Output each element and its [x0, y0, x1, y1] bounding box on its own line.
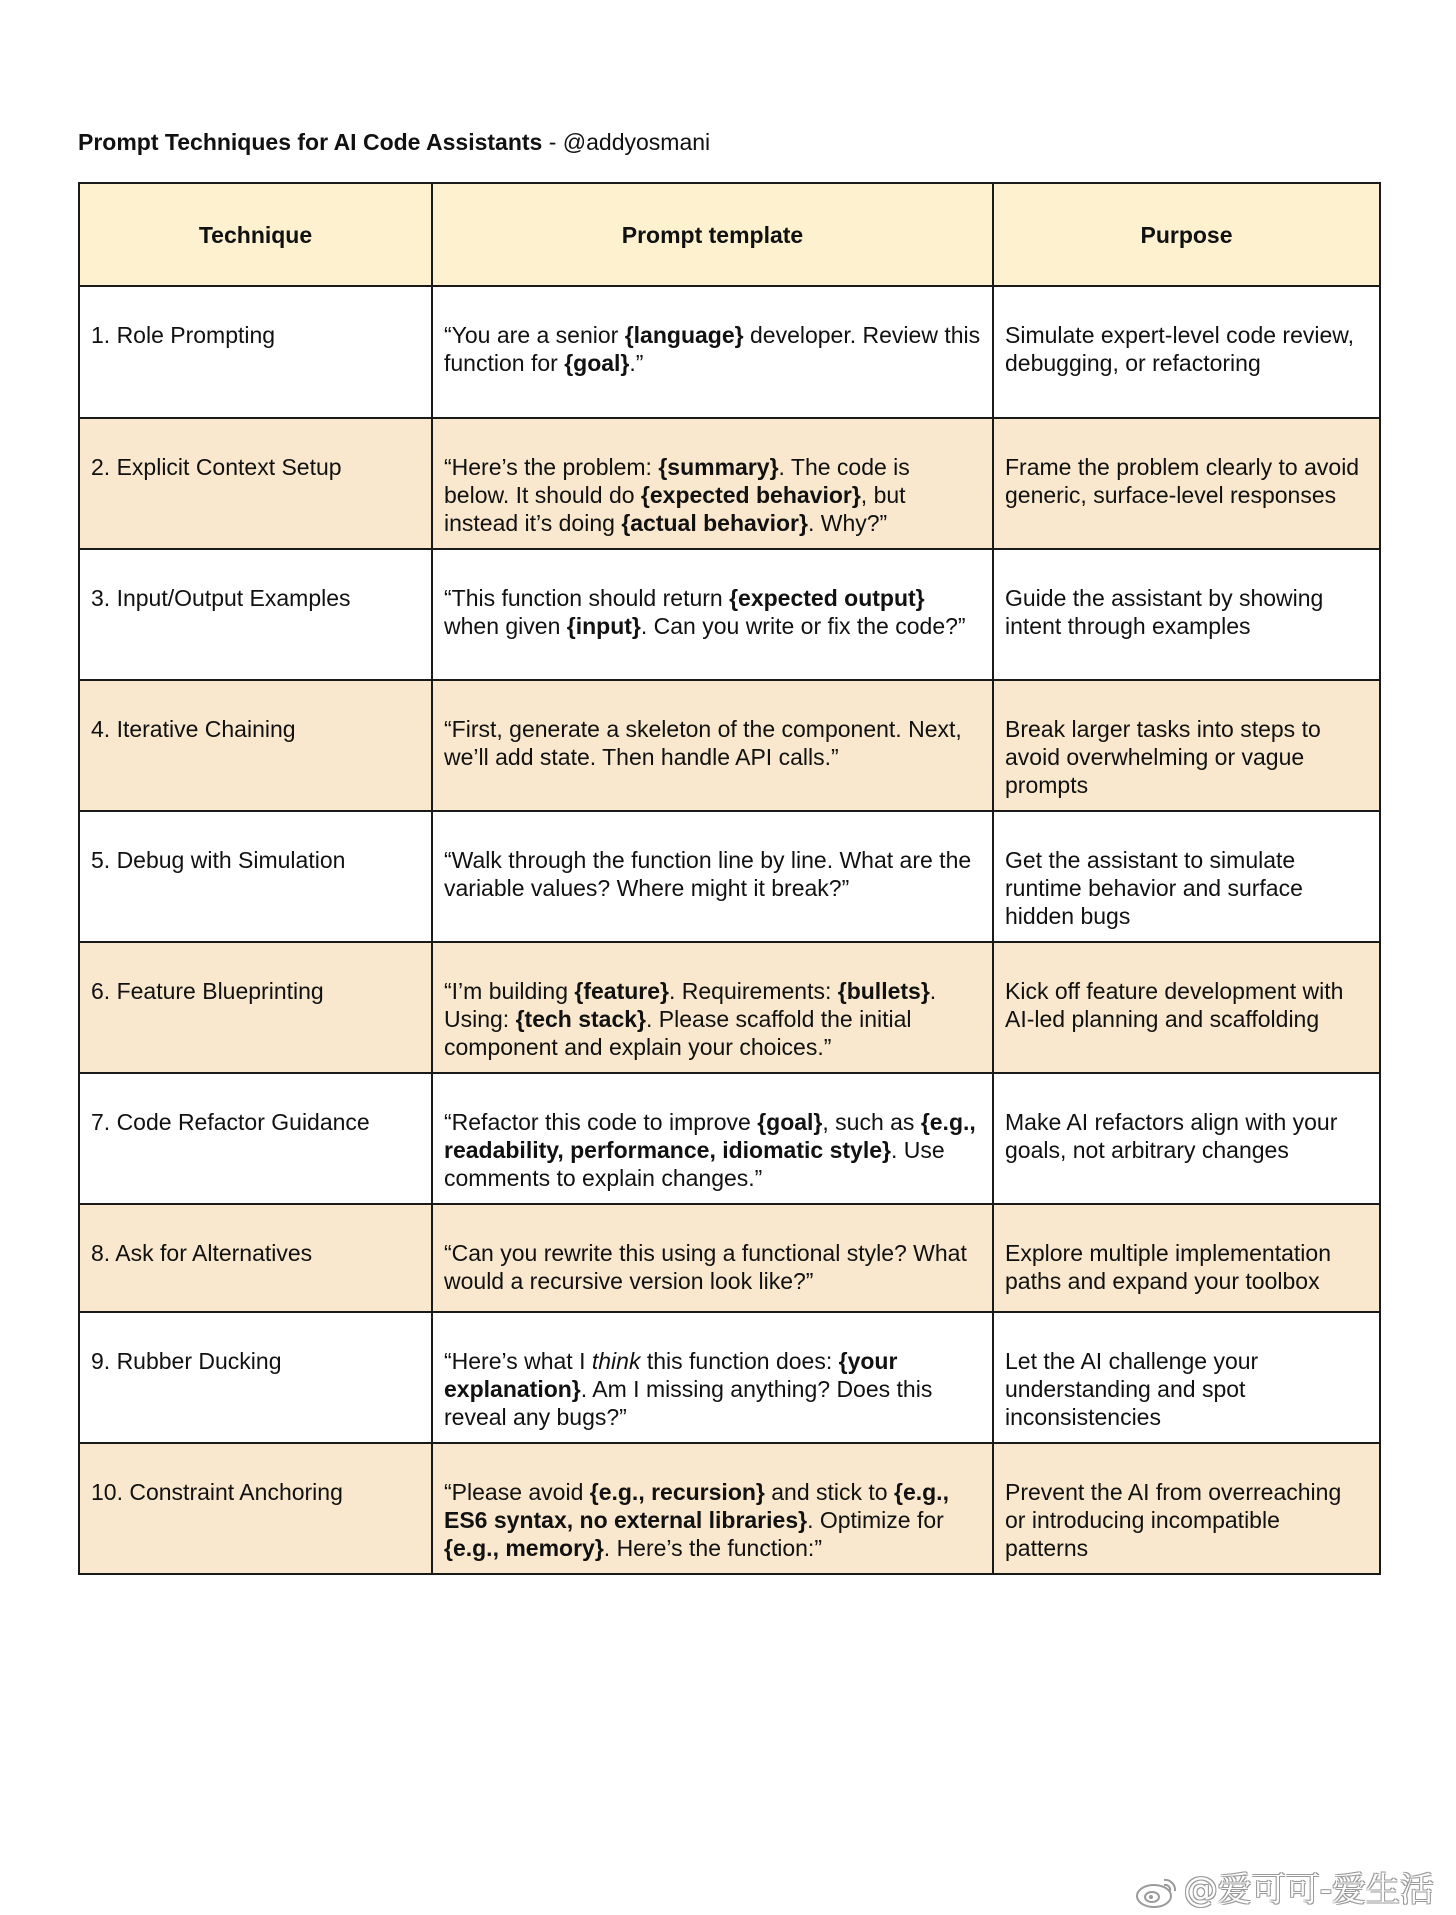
- purpose-cell: Get the assistant to simulate runtime behavior and surface hidden bugs: [993, 811, 1380, 942]
- technique-cell: 7. Code Refactor Guidance: [79, 1073, 432, 1204]
- column-header-prompt-template: Prompt template: [432, 183, 993, 286]
- purpose-cell: Kick off feature development with AI-led planning and scaffolding: [993, 942, 1380, 1073]
- prompt-template-cell: [432, 680, 993, 811]
- template-placeholder: {your explanation}: [444, 1348, 898, 1402]
- template-placeholder: {e.g., ES6 syntax, no external libraries}: [444, 1479, 949, 1533]
- table-row: [79, 286, 1380, 418]
- document-title-author: - @addyosmani: [542, 129, 711, 155]
- technique-cell: 6. Feature Blueprinting: [79, 942, 432, 1073]
- template-text: “Refactor this code to improve: [444, 1109, 758, 1135]
- template-text: . Use comments to explain changes.”: [444, 1137, 945, 1191]
- technique-cell: 9. Rubber Ducking: [79, 1312, 432, 1443]
- template-text: “First, generate a skeleton of the component. Next, we’ll add state. Then handle API calls.”: [444, 716, 962, 770]
- template-placeholder: {expected output}: [729, 585, 925, 611]
- prompt-template-cell: [432, 549, 993, 680]
- template-placeholder: {e.g., memory}: [444, 1535, 604, 1561]
- table-body: [79, 286, 1380, 1574]
- template-placeholder: {actual behavior}: [621, 510, 808, 536]
- table-row: [79, 1312, 1380, 1443]
- prompt-template-cell: [432, 811, 993, 942]
- purpose-cell: Simulate expert-level code review, debugging, or refactoring: [993, 286, 1380, 418]
- template-placeholder: {expected behavior}: [640, 482, 861, 508]
- template-placeholder: {tech stack}: [515, 1006, 647, 1032]
- template-placeholder: {goal}: [757, 1109, 823, 1135]
- purpose-cell: Prevent the AI from overreaching or introducing incompatible patterns: [993, 1443, 1380, 1574]
- technique-cell: 2. Explicit Context Setup: [79, 418, 432, 549]
- template-placeholder: {goal}: [564, 350, 630, 376]
- template-text: .”: [629, 350, 644, 376]
- template-text: . Can you write or fix the code?”: [640, 613, 966, 639]
- technique-cell: 1. Role Prompting: [79, 286, 432, 418]
- technique-cell: 3. Input/Output Examples: [79, 549, 432, 680]
- template-text: . Optimize for: [807, 1507, 944, 1533]
- prompt-template-cell: [432, 942, 993, 1073]
- watermark: [1134, 1870, 1434, 1910]
- technique-cell: 8. Ask for Alternatives: [79, 1204, 432, 1312]
- template-placeholder: {summary}: [658, 454, 779, 480]
- purpose-cell: Break larger tasks into steps to avoid overwhelming or vague prompts: [993, 680, 1380, 811]
- table-row: [79, 549, 1380, 680]
- template-text: think: [591, 1348, 641, 1374]
- weibo-logo-icon: [1134, 1874, 1180, 1910]
- purpose-cell: Frame the problem clearly to avoid generic, surface-level responses: [993, 418, 1380, 549]
- prompt-template-cell: [432, 1443, 993, 1574]
- template-text: , such as: [822, 1109, 921, 1135]
- template-text: “Can you rewrite this using a functional style? What would a recursive version look like?”: [444, 1240, 967, 1294]
- template-text: developer. Review this function for: [444, 322, 981, 376]
- table-header-row: [79, 183, 1380, 286]
- table-row: [79, 811, 1380, 942]
- prompt-template-cell: [432, 1204, 993, 1312]
- template-text: when given: [444, 613, 567, 639]
- technique-cell: 4. Iterative Chaining: [79, 680, 432, 811]
- template-text: “I’m building: [444, 978, 575, 1004]
- template-text: . The code is below. It should do: [444, 454, 910, 508]
- template-text: . Am I missing anything? Does this reveal any bugs?”: [444, 1376, 933, 1430]
- purpose-cell: Guide the assistant by showing intent through examples: [993, 549, 1380, 680]
- document-title: [78, 127, 710, 157]
- table-row: [79, 1204, 1380, 1312]
- template-text: , but instead it’s doing: [444, 482, 906, 536]
- column-header-purpose: Purpose: [993, 183, 1380, 286]
- table-row: [79, 418, 1380, 549]
- template-placeholder: {bullets}: [837, 978, 930, 1004]
- template-text: . Requirements:: [669, 978, 838, 1004]
- techniques-table: [78, 182, 1381, 1575]
- template-text: “Please avoid: [444, 1479, 590, 1505]
- template-placeholder: {e.g., recursion}: [589, 1479, 765, 1505]
- template-text: . Here’s the function:”: [603, 1535, 822, 1561]
- table-row: [79, 680, 1380, 811]
- template-text: . Why?”: [807, 510, 888, 536]
- template-text: “This function should return: [444, 585, 730, 611]
- template-text: “Here’s what I: [444, 1348, 592, 1374]
- template-text: “You are a senior: [444, 322, 625, 348]
- column-header-technique: Technique: [79, 183, 432, 286]
- purpose-cell: Explore multiple implementation paths and expand your toolbox: [993, 1204, 1380, 1312]
- template-text: . Please scaffold the initial component and explain your choices.”: [444, 1006, 912, 1060]
- prompt-template-cell: [432, 1073, 993, 1204]
- template-placeholder: {feature}: [574, 978, 669, 1004]
- prompt-template-cell: [432, 418, 993, 549]
- technique-cell: 5. Debug with Simulation: [79, 811, 432, 942]
- template-placeholder: {e.g., readability, performance, idiomatic style}: [444, 1109, 976, 1163]
- template-placeholder: {language}: [624, 322, 744, 348]
- table-row: [79, 942, 1380, 1073]
- template-placeholder: {input}: [566, 613, 641, 639]
- template-text: and stick to: [764, 1479, 894, 1505]
- purpose-cell: Let the AI challenge your understanding and spot inconsistencies: [993, 1312, 1380, 1443]
- purpose-cell: Make AI refactors align with your goals, not arbitrary changes: [993, 1073, 1380, 1204]
- document-title-main: Prompt Techniques for AI Code Assistants: [78, 129, 543, 155]
- prompt-template-cell: [432, 286, 993, 418]
- template-text: “Walk through the function line by line. What are the variable values? Where might it break?”: [444, 847, 972, 901]
- template-text: this function does:: [640, 1348, 839, 1374]
- watermark-text: @爱可可-爱生活: [1183, 1870, 1434, 1910]
- prompt-template-cell: [432, 1312, 993, 1443]
- technique-cell: 10. Constraint Anchoring: [79, 1443, 432, 1574]
- template-text: . Using:: [444, 978, 937, 1032]
- table-row: [79, 1443, 1380, 1574]
- template-text: “Here’s the problem:: [444, 454, 659, 480]
- table-row: [79, 1073, 1380, 1204]
